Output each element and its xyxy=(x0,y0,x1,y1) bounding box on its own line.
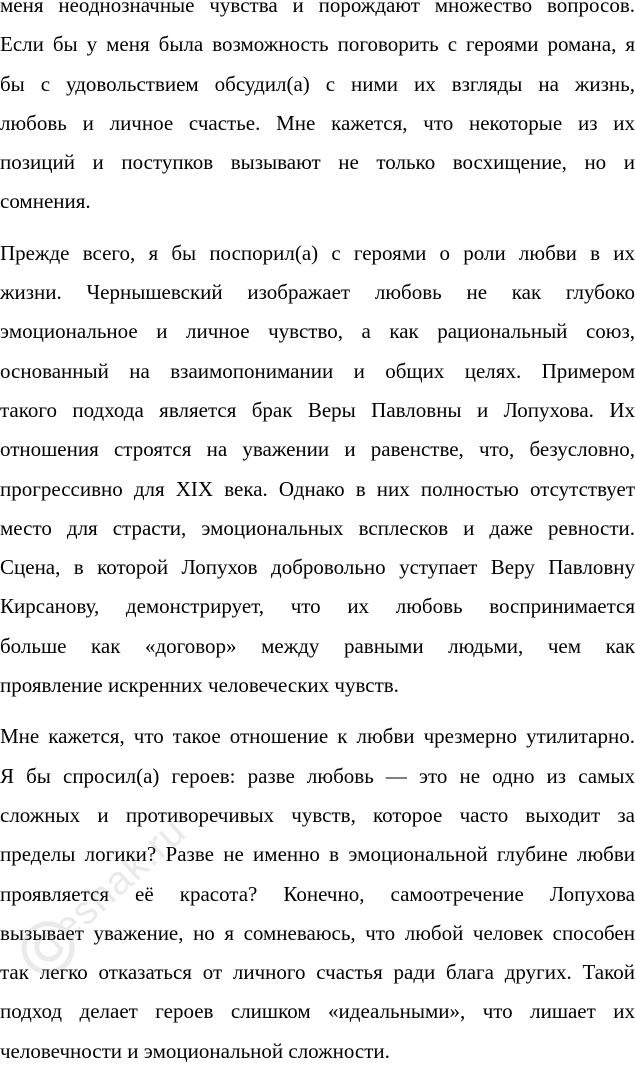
text-line: меня неоднозначные чувства и порождают множество вопросов. xyxy=(0,0,635,17)
text-line: проявляется её красота? Конечно, самоотречение Лопухова xyxy=(0,881,635,906)
text-line: Мне кажется, что такое отношение к любви чрезмерно утилитарно. xyxy=(0,724,635,749)
paragraph-2 xyxy=(0,234,635,706)
text-line: позиций и поступков вызывают не только восхищение, но и xyxy=(0,150,635,175)
text-line: основанный на взаимопонимании и общих целях. Примером xyxy=(0,358,635,383)
text-line: отношения строятся на уважении и равенстве, что, безусловно, xyxy=(0,437,635,462)
paragraph-3 xyxy=(0,717,635,1071)
text-line: подход делает героев слишком «идеальными», что лишает их xyxy=(0,999,635,1024)
text-line: больше как «договор» между равными людьми, чем как xyxy=(0,633,635,658)
text-line: жизни. Чернышевский изображает любовь не как глубоко xyxy=(0,280,635,305)
text-line: Прежде всего, я бы поспорил(а) с героями о роли любви в их xyxy=(0,240,635,265)
text-line: Я бы спросил(а) героев: разве любовь — это не одно из самых xyxy=(0,763,635,788)
text-line: вызывает уважение, но я сомневаюсь, что любой человек способен xyxy=(0,920,635,945)
text-line: человечности и эмоциональной сложности. xyxy=(0,1038,390,1063)
text-line: пределы логики? Разве не именно в эмоциональной глубине любви xyxy=(0,842,635,867)
text-line: Сцена, в которой Лопухов добровольно уступает Веру Павловну xyxy=(0,555,635,580)
text-line: такого подхода является брак Веры Павловны и Лопухова. Их xyxy=(0,397,635,422)
text-line: любовь и личное счастье. Мне кажется, что некоторые из их xyxy=(0,110,635,135)
text-line: так легко отказаться от личного счастья ради блага других. Такой xyxy=(0,960,635,985)
text-line: проявление искренних человеческих чувств. xyxy=(0,673,399,698)
paragraph-1 xyxy=(0,0,635,222)
text-line: сомнения. xyxy=(0,189,91,214)
text-line: прогрессивно для XIX века. Однако в них полностью отсутствует xyxy=(0,476,635,501)
text-line: Кирсанову, демонстрирует, что их любовь воспринимается xyxy=(0,594,635,619)
text-line: место для страсти, эмоциональных всплесков и даже ревности. xyxy=(0,515,635,540)
text-line: бы с удовольствием обсудил(а) с ними их взгляды на жизнь, xyxy=(0,71,635,96)
text-line: Если бы у меня была возможность поговорить с героями романа, я xyxy=(0,32,635,57)
text-line: эмоциональное и личное чувство, а как рациональный союз, xyxy=(0,319,635,344)
text-line: сложных и противоречивых чувств, которое часто выходит за xyxy=(0,802,635,827)
watermark-text: reshak.ru xyxy=(34,808,195,960)
